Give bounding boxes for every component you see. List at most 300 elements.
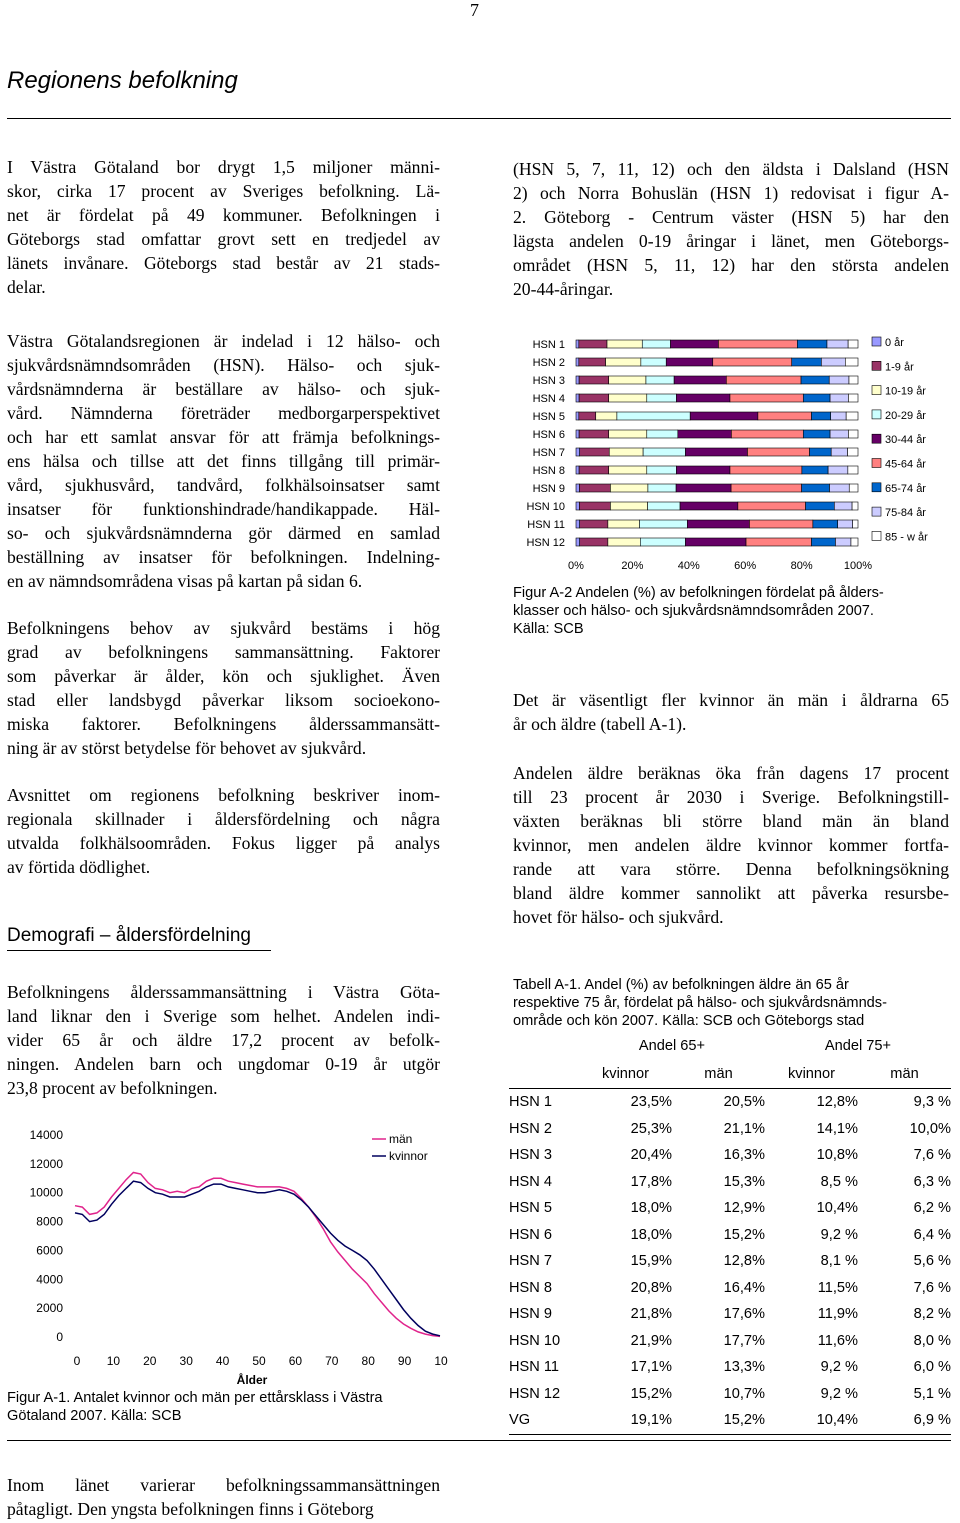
table-cell: 7,6 % [913, 1147, 951, 1164]
left-para-4 [7, 783, 440, 879]
text-line: vider 65 år och äldre 17,2 procent av befolk- [7, 1030, 440, 1050]
table-column-header: kvinnor [787, 1066, 836, 1082]
bar-segment [685, 448, 747, 456]
bar-segment [830, 394, 848, 402]
text-line: 23,8 procent av befolkningen. [7, 1078, 218, 1098]
y-tick-label: 8000 [36, 1214, 63, 1229]
figure-a2-caption [513, 584, 953, 638]
y-tick-label: 6000 [36, 1243, 63, 1258]
y-tick-label: 10000 [29, 1185, 63, 1200]
bar-segment [792, 358, 822, 366]
table-cell: 17,8% [630, 1173, 672, 1190]
bar-segment [730, 394, 803, 402]
table-row [509, 1354, 951, 1381]
bar-segment [646, 376, 674, 384]
text-line: stad eller landsbygd påverkar liksom socioekono- [7, 690, 440, 710]
x-tick-label: 20% [621, 560, 644, 572]
bar-segment [579, 430, 609, 438]
bar-segment [579, 502, 610, 510]
table-cell: 17,1% [630, 1359, 672, 1376]
bar-segment [749, 520, 812, 528]
text-line: Befolkningens ålderssammansättning i Västra Göta- [7, 982, 440, 1002]
bar-segment [596, 412, 617, 420]
text-line: Befolkningens behov av sjukvård bestäms i hög [7, 618, 440, 638]
bar-segment [813, 520, 838, 528]
bar-segment [845, 358, 858, 366]
table-cell: 10,7% [723, 1385, 765, 1402]
x-tick-label: 10 [434, 1354, 448, 1368]
table-cell: 15,9% [630, 1253, 672, 1270]
x-tick-label: 70 [325, 1354, 339, 1368]
bar-segment [810, 448, 832, 456]
table-cell: 19,1% [630, 1412, 672, 1429]
legend-swatch [872, 483, 881, 492]
table-row-label: HSN 12 [509, 1385, 561, 1402]
x-tick-label: 40 [215, 1354, 230, 1368]
bar-segment [730, 466, 802, 474]
text-line: en av nämndsområdena visas på kartan på sidan 6. [7, 571, 363, 591]
table-cell: 17,7% [723, 1332, 765, 1349]
bar-segment [731, 484, 802, 492]
x-tick-label: 100% [843, 560, 873, 572]
table-row-label: HSN 10 [509, 1332, 561, 1349]
bar-segment [851, 538, 858, 546]
page-number: 7 [470, 0, 479, 20]
table-row-label: HSN 9 [509, 1306, 552, 1323]
table-row [509, 1407, 951, 1434]
text-line: insatser för funktionshindrade/handikappade. Häl- [7, 499, 440, 519]
legend-swatch [872, 507, 881, 516]
bar-segment [576, 412, 579, 420]
x-tick-label: 90 [397, 1354, 412, 1368]
bar-segment [830, 484, 850, 492]
table-cell: 12,9% [723, 1200, 765, 1217]
text-line: Det är väsentligt fler kvinnor än män i åldrarna 65 [513, 690, 949, 710]
series-line-man [75, 1173, 440, 1337]
table-cell: 9,2 % [820, 1385, 858, 1402]
bar-segment [576, 484, 579, 492]
bar-segment [678, 430, 732, 438]
table-cell: 18,0% [630, 1226, 672, 1243]
y-tick-label: 12000 [29, 1156, 63, 1171]
text-line: regionala skillnader i åldersfördelning och några [7, 809, 440, 829]
table-row-label: HSN 3 [509, 1147, 552, 1164]
bar-segment [579, 376, 609, 384]
x-tick-label: 80 [361, 1354, 375, 1368]
table-column-header: kvinnor [601, 1066, 650, 1082]
table-row-label: HSN 1 [509, 1094, 552, 1111]
table-row [509, 1195, 951, 1222]
text-line: påtagligt. Den yngsta befolkningen finns i Göteborg [7, 1499, 374, 1519]
bottom-rule [7, 1440, 951, 1441]
table-cell: 17,6% [723, 1306, 765, 1323]
table-cell: 21,1% [723, 1120, 765, 1137]
legend-swatch [872, 386, 881, 395]
bar-segment [831, 412, 847, 420]
x-tick-label: 0% [568, 560, 584, 572]
x-tick-label: 60 [288, 1354, 303, 1368]
text-line: lägsta andelen 0-19 åringar i länet, men Göteborgs- [513, 231, 949, 251]
bar-segment [838, 520, 853, 528]
bar-segment [852, 502, 858, 510]
table-cell: 16,4% [723, 1279, 765, 1296]
text-line: Figur A-2 Andelen (%) av befolkningen fördelat på ålders- [513, 585, 884, 601]
text-line: Västra Götalandsregionen är indelad i 12 hälso- och [7, 331, 440, 351]
bar-segment [848, 430, 858, 438]
x-tick-label: 60% [734, 560, 757, 572]
table-column-header: män [704, 1066, 733, 1082]
table-cell: 10,8% [816, 1147, 858, 1164]
bar-segment [747, 448, 809, 456]
subheading-demografi: Demografi – åldersfördelning [7, 925, 251, 946]
text-line: rande att vara större. Denna befolkningsökning [513, 859, 949, 879]
bar-segment [609, 430, 647, 438]
text-line: år och äldre (tabell A-1). [513, 714, 687, 734]
table-row-label: VG [509, 1412, 531, 1429]
text-line: 2. Göteborg - Centrum väster (HSN 5) har den [513, 207, 949, 227]
text-line: skor, cirka 17 procent av Sveriges befolkning. Lä- [7, 181, 440, 201]
table-row-label: HSN 8 [509, 1279, 552, 1296]
bar-segment [821, 358, 845, 366]
table-column-header-row [509, 1060, 951, 1089]
table-row [509, 1089, 951, 1116]
legend-swatch [872, 361, 881, 370]
table-cell: 11,6% [817, 1332, 858, 1349]
bar-segment [690, 412, 758, 420]
category-label: HSN 3 [532, 375, 565, 387]
bar-segment [579, 358, 606, 366]
text-line: so- och sjukvårdsnämnderna gör därmed en samlad [7, 523, 440, 543]
table-a1-caption [513, 976, 953, 1030]
table-row [509, 1381, 951, 1408]
category-label: HSN 12 [526, 537, 565, 549]
table-cell: 6,9 % [913, 1412, 951, 1429]
table-cell: 18,0% [630, 1200, 672, 1217]
text-line: Götaland 2007. Källa: SCB [7, 1408, 182, 1424]
legend-label: 75-84 år [885, 507, 926, 520]
text-line: land liknar den i Sverige som helhet. Andelen indi- [7, 1006, 440, 1026]
bar-segment [811, 412, 830, 420]
bar-segment [726, 376, 801, 384]
bar-segment [608, 520, 640, 528]
bar-segment [610, 502, 647, 510]
table-cell: 25,3% [630, 1120, 672, 1137]
x-tick-label: 0 [73, 1354, 81, 1368]
left-para-5 [7, 980, 440, 1100]
bar-segment [680, 502, 738, 510]
left-para-3 [7, 616, 440, 760]
bar-segment [576, 502, 579, 510]
table-cell: 15,2% [630, 1385, 672, 1402]
legend-swatch [872, 459, 881, 468]
table-cell: 11,9% [817, 1306, 858, 1323]
table-cell: 20,8% [630, 1279, 672, 1296]
bar-segment [641, 358, 666, 366]
bar-segment [802, 484, 830, 492]
bar-segment [580, 520, 608, 528]
text-line: ens hälsa och tillse att det finns tillgång till primär- [7, 451, 440, 471]
text-line: till 23 procent år 2030 i Sverige. Befolkningstill- [513, 787, 949, 807]
text-line: området (HSN 5, 11, 12) har den största andelen [513, 255, 949, 275]
text-line: vårdsnämnderna är beställare av hälso- och sjuk- [7, 379, 440, 399]
bar-segment [576, 376, 579, 384]
text-line: Avsnittet om regionens befolkning beskriver inom- [7, 785, 440, 805]
table-column-header: män [890, 1066, 919, 1082]
category-label: HSN 4 [532, 393, 565, 405]
category-label: HSN 7 [532, 447, 565, 459]
legend-label: 85 - w år [885, 531, 928, 544]
table-cell: 12,8% [816, 1094, 858, 1111]
table-cell: 10,0% [909, 1120, 951, 1137]
bar-segment [731, 430, 803, 438]
right-para-1 [513, 157, 949, 301]
bar-segment [639, 520, 687, 528]
text-line: hovet för hälso- och sjukvård. [513, 907, 724, 927]
text-line: respektive 75 år, fördelat på hälso- och sjukvårdsnämnds- [513, 995, 887, 1011]
bar-segment [831, 448, 847, 456]
text-line: Göteborgs stad omfattar grovt sett en tredjedel av [7, 229, 440, 249]
table-cell: 6,3 % [913, 1173, 951, 1190]
bar-segment [580, 448, 610, 456]
category-label: HSN 9 [532, 483, 565, 495]
text-line: länets invånare. Göteborgs stad består av 21 stads- [7, 253, 440, 273]
left-para-1 [7, 155, 440, 299]
legend-label: kvinnor [389, 1149, 428, 1163]
table-row-label: HSN 7 [509, 1253, 552, 1270]
left-para-6 [7, 1473, 440, 1521]
y-tick-label: 2000 [36, 1301, 63, 1316]
text-line: bland äldre kommer sannolikt att påverka resursbe- [513, 883, 949, 903]
table-row [509, 1328, 951, 1355]
bar-segment [576, 520, 580, 528]
bar-segment [848, 466, 858, 474]
bar-segment [647, 394, 677, 402]
table-row [509, 1116, 951, 1143]
table-cell: 5,1 % [913, 1385, 951, 1402]
legend-label: män [389, 1132, 413, 1146]
text-line: och har ett samlat ansvar för att främja befolknings- [7, 427, 440, 447]
bar-segment [576, 448, 580, 456]
bar-segment [609, 448, 643, 456]
text-line: grad av befolkningens sammansättning. Faktorer [7, 642, 440, 662]
table-row [509, 1222, 951, 1249]
table-row-label: HSN 6 [509, 1226, 552, 1243]
table-row [509, 1275, 951, 1302]
x-tick-label: 10 [106, 1354, 121, 1368]
legend-label: 45-64 år [885, 458, 926, 471]
text-line: ning är av störst betydelse för behovet av sjukvård. [7, 738, 367, 758]
table-cell: 10,4% [816, 1200, 858, 1217]
bar-segment [802, 466, 828, 474]
table-row-label: HSN 11 [509, 1359, 560, 1376]
table-cell: 11,5% [817, 1279, 858, 1296]
bar-segment [576, 466, 579, 474]
bar-segment [738, 502, 806, 510]
text-line: 20-44-åringar. [513, 279, 614, 299]
table-cell: 15,2% [723, 1226, 765, 1243]
table-cell: 13,3% [723, 1359, 765, 1376]
table-cell: 6,0 % [913, 1359, 951, 1376]
bar-segment [648, 502, 680, 510]
table-cell: 9,3 % [913, 1094, 951, 1111]
bar-segment [674, 376, 726, 384]
bar-segment [670, 340, 718, 348]
text-line: Figur A-1. Antalet kvinnor och män per ettårsklass i Västra [7, 1390, 383, 1406]
bar-segment [647, 466, 677, 474]
bar-segment [834, 502, 852, 510]
table-cell: 10,4% [816, 1412, 858, 1429]
bar-segment [643, 448, 685, 456]
legend-label: 30-44 år [885, 434, 926, 447]
bar-segment [666, 358, 713, 366]
bar-segment [758, 412, 812, 420]
bar-segment [642, 340, 670, 348]
text-line: sjukvårdsnämndsområden (HSN). Hälso- och sjuk- [7, 355, 440, 375]
text-line: område och kön 2007. Källa: SCB och Göteborgs stad [513, 1013, 865, 1029]
text-line: miska faktorer. Befolkningens ålderssammansätt- [7, 714, 440, 734]
table-cell: 7,6 % [913, 1279, 951, 1296]
legend-swatch [872, 434, 881, 443]
table-row-label: HSN 4 [509, 1173, 552, 1190]
category-label: HSN 8 [532, 465, 565, 477]
table-cell: 9,2 % [820, 1359, 858, 1376]
bar-segment [647, 430, 678, 438]
bar-segment [828, 466, 848, 474]
table-cell: 8,2 % [913, 1306, 951, 1323]
category-label: HSN 2 [532, 357, 565, 369]
bar-segment [580, 538, 608, 546]
text-line: 2) och Norra Bohuslän (HSN 1) redovisat i figur A- [513, 183, 949, 203]
bar-segment [579, 412, 596, 420]
table-group-header: Andel 65+ [638, 1038, 706, 1054]
bar-segment [685, 538, 746, 546]
text-line: Inom länet varierar befolkningssammansättningen [7, 1475, 440, 1495]
bar-segment [579, 340, 607, 348]
bar-segment [617, 412, 690, 420]
bar-segment [803, 430, 830, 438]
text-line: beställning av insatser för befolkningen. Indelning- [7, 547, 440, 567]
table-cell: 20,5% [723, 1094, 765, 1111]
table-cell: 21,9% [630, 1332, 672, 1349]
table-cell: 21,8% [630, 1306, 672, 1323]
x-tick-label: 30 [179, 1354, 193, 1368]
table-row [509, 1301, 951, 1328]
bar-segment [811, 538, 835, 546]
table-cell: 15,3% [723, 1173, 765, 1190]
table-group-header: Andel 75+ [824, 1038, 892, 1054]
table-cell: 6,2 % [913, 1200, 951, 1217]
text-line: (HSN 5, 7, 11, 12) och den äldsta i Dalsland (HSN [513, 159, 949, 179]
bar-segment [849, 484, 858, 492]
right-para-2 [513, 688, 949, 736]
x-tick-label: 80% [790, 560, 813, 572]
right-para-3 [513, 761, 949, 929]
figure-a2-chart [505, 328, 955, 576]
bar-segment [676, 394, 730, 402]
bar-segment [687, 520, 749, 528]
figure-a1-caption [7, 1389, 447, 1425]
bar-segment [576, 430, 579, 438]
table-cell: 20,4% [630, 1147, 672, 1164]
bar-segment [806, 502, 835, 510]
table-a1 [509, 1032, 951, 1435]
bar-segment [609, 394, 647, 402]
bar-segment [676, 484, 731, 492]
text-line: vård. Nämnderna företräder medborgarperspektivet [7, 403, 440, 423]
bar-segment [846, 412, 858, 420]
bar-segment [676, 466, 730, 474]
x-tick-label: 20 [143, 1354, 157, 1368]
bar-segment [579, 484, 610, 492]
figure-a1-chart [0, 1115, 450, 1387]
bar-segment [830, 430, 848, 438]
text-line: klasser och hälso- och sjukvårdsnämndsområden 2007. [513, 603, 874, 619]
table-cell: 12,8% [723, 1253, 765, 1270]
bar-segment [713, 358, 792, 366]
table-cell: 16,3% [723, 1147, 765, 1164]
category-label: HSN 5 [532, 411, 565, 423]
left-para-2 [7, 329, 440, 593]
category-label: HSN 6 [532, 429, 565, 441]
x-tick-label: 50 [252, 1354, 266, 1368]
bar-segment [610, 484, 648, 492]
bar-segment [648, 484, 676, 492]
bar-segment [608, 538, 640, 546]
text-line: delar. [7, 277, 46, 297]
bar-segment [848, 394, 858, 402]
table-cell: 8,5 % [820, 1173, 858, 1190]
table-row [509, 1169, 951, 1196]
table-row [509, 1142, 951, 1169]
bar-segment [576, 538, 580, 546]
table-cell: 8,1 % [820, 1253, 858, 1270]
table-cell: 14,1% [816, 1120, 858, 1137]
bar-segment [718, 340, 797, 348]
figure-a1-x-axis-label: Ålder [236, 1373, 268, 1387]
table-cell: 6,4 % [913, 1226, 951, 1243]
legend-swatch [872, 337, 881, 346]
legend-swatch [872, 410, 881, 419]
text-line: Källa: SCB [513, 621, 584, 637]
bar-segment [606, 358, 641, 366]
bar-segment [579, 466, 609, 474]
bar-segment [801, 376, 829, 384]
table-row-label: HSN 2 [509, 1120, 552, 1137]
bar-segment [848, 340, 858, 348]
table-row-label: HSN 5 [509, 1200, 552, 1217]
table-cell: 15,2% [723, 1412, 765, 1429]
bar-segment [576, 358, 579, 366]
legend-label: 20-29 år [885, 409, 926, 422]
legend-swatch [872, 531, 881, 540]
bar-segment [640, 538, 685, 546]
bar-segment [576, 394, 579, 402]
x-tick-label: 40% [677, 560, 700, 572]
category-label: HSN 1 [532, 339, 565, 351]
bar-segment [853, 520, 858, 528]
subheading-underline [7, 950, 271, 951]
bar-segment [829, 376, 849, 384]
bar-segment [803, 394, 830, 402]
category-label: HSN 11 [527, 519, 565, 531]
bar-segment [797, 340, 827, 348]
bar-segment [576, 340, 579, 348]
title-rule [7, 118, 951, 119]
bar-segment [579, 394, 609, 402]
y-tick-label: 14000 [29, 1128, 63, 1142]
table-row [509, 1248, 951, 1275]
bar-segment [746, 538, 811, 546]
